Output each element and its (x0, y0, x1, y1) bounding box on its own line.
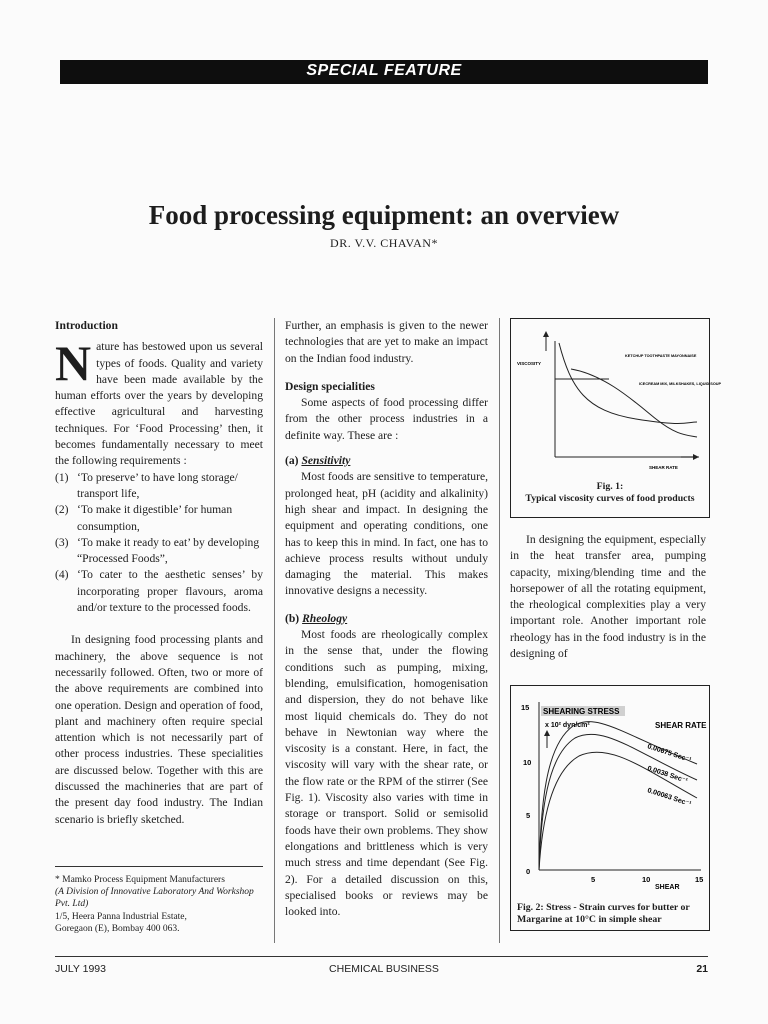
requirement-text: ‘To make it digestible’ for human consumption, (77, 503, 233, 533)
sensitivity-title: Sensitivity (301, 454, 351, 468)
footnote-line: 1/5, Heera Panna Industrial Estate, (55, 911, 187, 922)
author-footnote (55, 874, 267, 935)
rheology-heading (285, 611, 488, 627)
footnote-divider (55, 866, 263, 867)
fig2-x-tick: 5 (591, 875, 596, 884)
requirement-number: (4) (55, 568, 69, 582)
requirement-number: (2) (55, 503, 69, 517)
design-specialities-heading: Design specialities (285, 379, 375, 393)
figure-2 (510, 685, 710, 931)
intro-paragraph-1 (55, 335, 263, 469)
fig2-y-tick: 10 (523, 758, 532, 767)
fig1-curve-label-2: ICECREAM MIX, MILKSHAKES, LIQUID SOUP (639, 382, 722, 386)
requirement-item (55, 502, 263, 535)
introduction-heading: Introduction (55, 319, 118, 332)
section-banner (60, 60, 708, 84)
fig2-y-tick: 5 (526, 811, 531, 820)
column-left (55, 318, 263, 828)
fig2-shear-rate-label: SHEAR RATE (655, 721, 707, 730)
fig2-x-label: SHEAR (655, 884, 680, 891)
column-middle (285, 318, 488, 920)
section-banner-label: SPECIAL FEATURE (306, 62, 462, 79)
fig1-curve-label-1: KETCHUP TOOTHPASTE MAYONNAISE (625, 354, 697, 358)
fig2-curve-label: 0.0038 Sec⁻¹ (646, 765, 689, 785)
footnote-line: (A Division of Innovative Laboratory And Workshop Pvt. Ltd) (55, 887, 254, 910)
requirement-item (55, 470, 263, 503)
footnote-line: * Mamko Process Equipment Manufacturers (55, 875, 225, 885)
fig2-curve-label: 0.00675 Sec⁻¹ (646, 743, 693, 765)
figure-1-title: Typical viscosity curves of food products (525, 493, 695, 504)
requirement-number: (3) (55, 535, 69, 549)
figure-1 (510, 318, 722, 518)
figure-1-number: Fig. 1: (596, 481, 624, 492)
fig2-y-tick: 15 (521, 703, 530, 712)
sensitivity-paragraph: Most foods are sensitive to temperature, prolonged heat, pH (acidity and alkalinity) high shear and impact. In designing the equipment and operating conditions, one has to keep this in mind. In fact, one has to achieve process results without unduly damaging the material. This makes innovative designs a necessity. (285, 470, 488, 598)
requirements-list (55, 470, 263, 617)
figure-1-caption (513, 481, 707, 505)
article-author: DR. V.V. CHAVAN* (330, 236, 438, 250)
footer-divider (55, 956, 708, 957)
intro-paragraph-2: In designing food processing plants and machinery, the above sequence is not necessarily followed. Often, two or more of the above requirements are combined into one operation. Design and operation of food, plant and machinery often require special attention which is not necessarily part of other process industries. These specialities are discussed below. Together with this are discussed the machineries that are part of the present day food industry. The Indian scenario is briefly sketched. (55, 633, 263, 826)
column-right (510, 532, 706, 662)
col2-intro-paragraph: Further, an emphasis is given to the newer technologies that are yet to make an impact on the Indian food industry. (285, 319, 488, 365)
footnote-line: Goregaon (E), Bombay 400 063. (55, 923, 180, 934)
rheology-title: Rheology (302, 611, 348, 625)
figure-2-graph (511, 686, 709, 891)
requirement-text: ‘To make it ready to eat’ by developing “Processed Foods”, (77, 535, 260, 566)
fig2-header: SHEARING STRESS (543, 707, 620, 716)
fig2-x-tick: 10 (642, 875, 651, 884)
fig2-curve-label: 0.00063 Sec⁻¹ (646, 787, 693, 809)
requirement-text: ‘To preserve’ to have long storage/ transport life, (77, 470, 238, 500)
requirement-item (55, 535, 263, 568)
figure-2-caption: Fig. 2: Stress - Strain curves for butter or Margarine at 10°C in simple shear (517, 902, 690, 925)
figure-1-graph (511, 319, 722, 474)
intro-paragraph-1-text: ature has bestowed upon us several types of foods. Quality and variety have been made available by the human efforts over the years by developing effective agricultural and harvesting techniques. For ‘Food Processing’ then, it becomes fundamentally necessary to meet the following requirements : (55, 340, 263, 468)
footer-publication: CHEMICAL BUSINESS (329, 963, 439, 975)
requirement-text: ‘To cater to the aesthetic senses’ by incorporating proper flavours, aroma and/or texture to the processed foods. (77, 568, 263, 615)
sensitivity-prefix: (a) (285, 454, 299, 468)
page-number: 21 (696, 963, 708, 975)
footer-date: JULY 1993 (55, 963, 106, 975)
column-divider (499, 318, 500, 943)
rheology-prefix: (b) (285, 611, 300, 625)
fig2-x-tick: 15 (695, 875, 704, 884)
drop-cap: N (55, 335, 92, 392)
sensitivity-heading (285, 453, 488, 469)
fig1-x-label: SHEAR RATE (649, 465, 678, 470)
article-title: Food processing equipment: an overview (148, 200, 620, 230)
requirement-item (55, 567, 263, 616)
rheology-paragraph: Most foods are rheologically complex in the sense that, under the flowing conditions such as pumping, mixing, blending, emulsification, homogenisation and dispersion, they do not behave like most liquid chemicals do. They do not behave in Newtonian way where the viscosity is a constant. Here, in fact, the viscosity will vary with the shear rate, or the flow rate or the RPM of the stirrer (See Fig. 1). Viscosity also varies with time in storage or transport. Solid or semisolid foods have their own problems. They show elongations and brittleness which is very much stress and time dependant (See Fig. 2). For a detailed discussion on this, specialised books or reviews may be looked into. (285, 628, 488, 919)
fig1-y-label: VISCOSITY (517, 361, 542, 366)
fig2-y-tick: 0 (526, 867, 531, 876)
requirement-number: (1) (55, 470, 69, 484)
fig2-unit: x 10² dyn/cm² (545, 722, 590, 729)
col3-paragraph: In designing the equipment, especially in the heat transfer area, pumping capacity, mixing/blending time and the horsepower of all the rotating equipment, the rheological complexities play a very important role. Another important role rheology has in the food industry is in the designing of (510, 533, 706, 661)
design-paragraph: Some aspects of food processing differ from the other process industries in a definite way. These are : (285, 396, 488, 442)
column-divider (274, 318, 275, 943)
